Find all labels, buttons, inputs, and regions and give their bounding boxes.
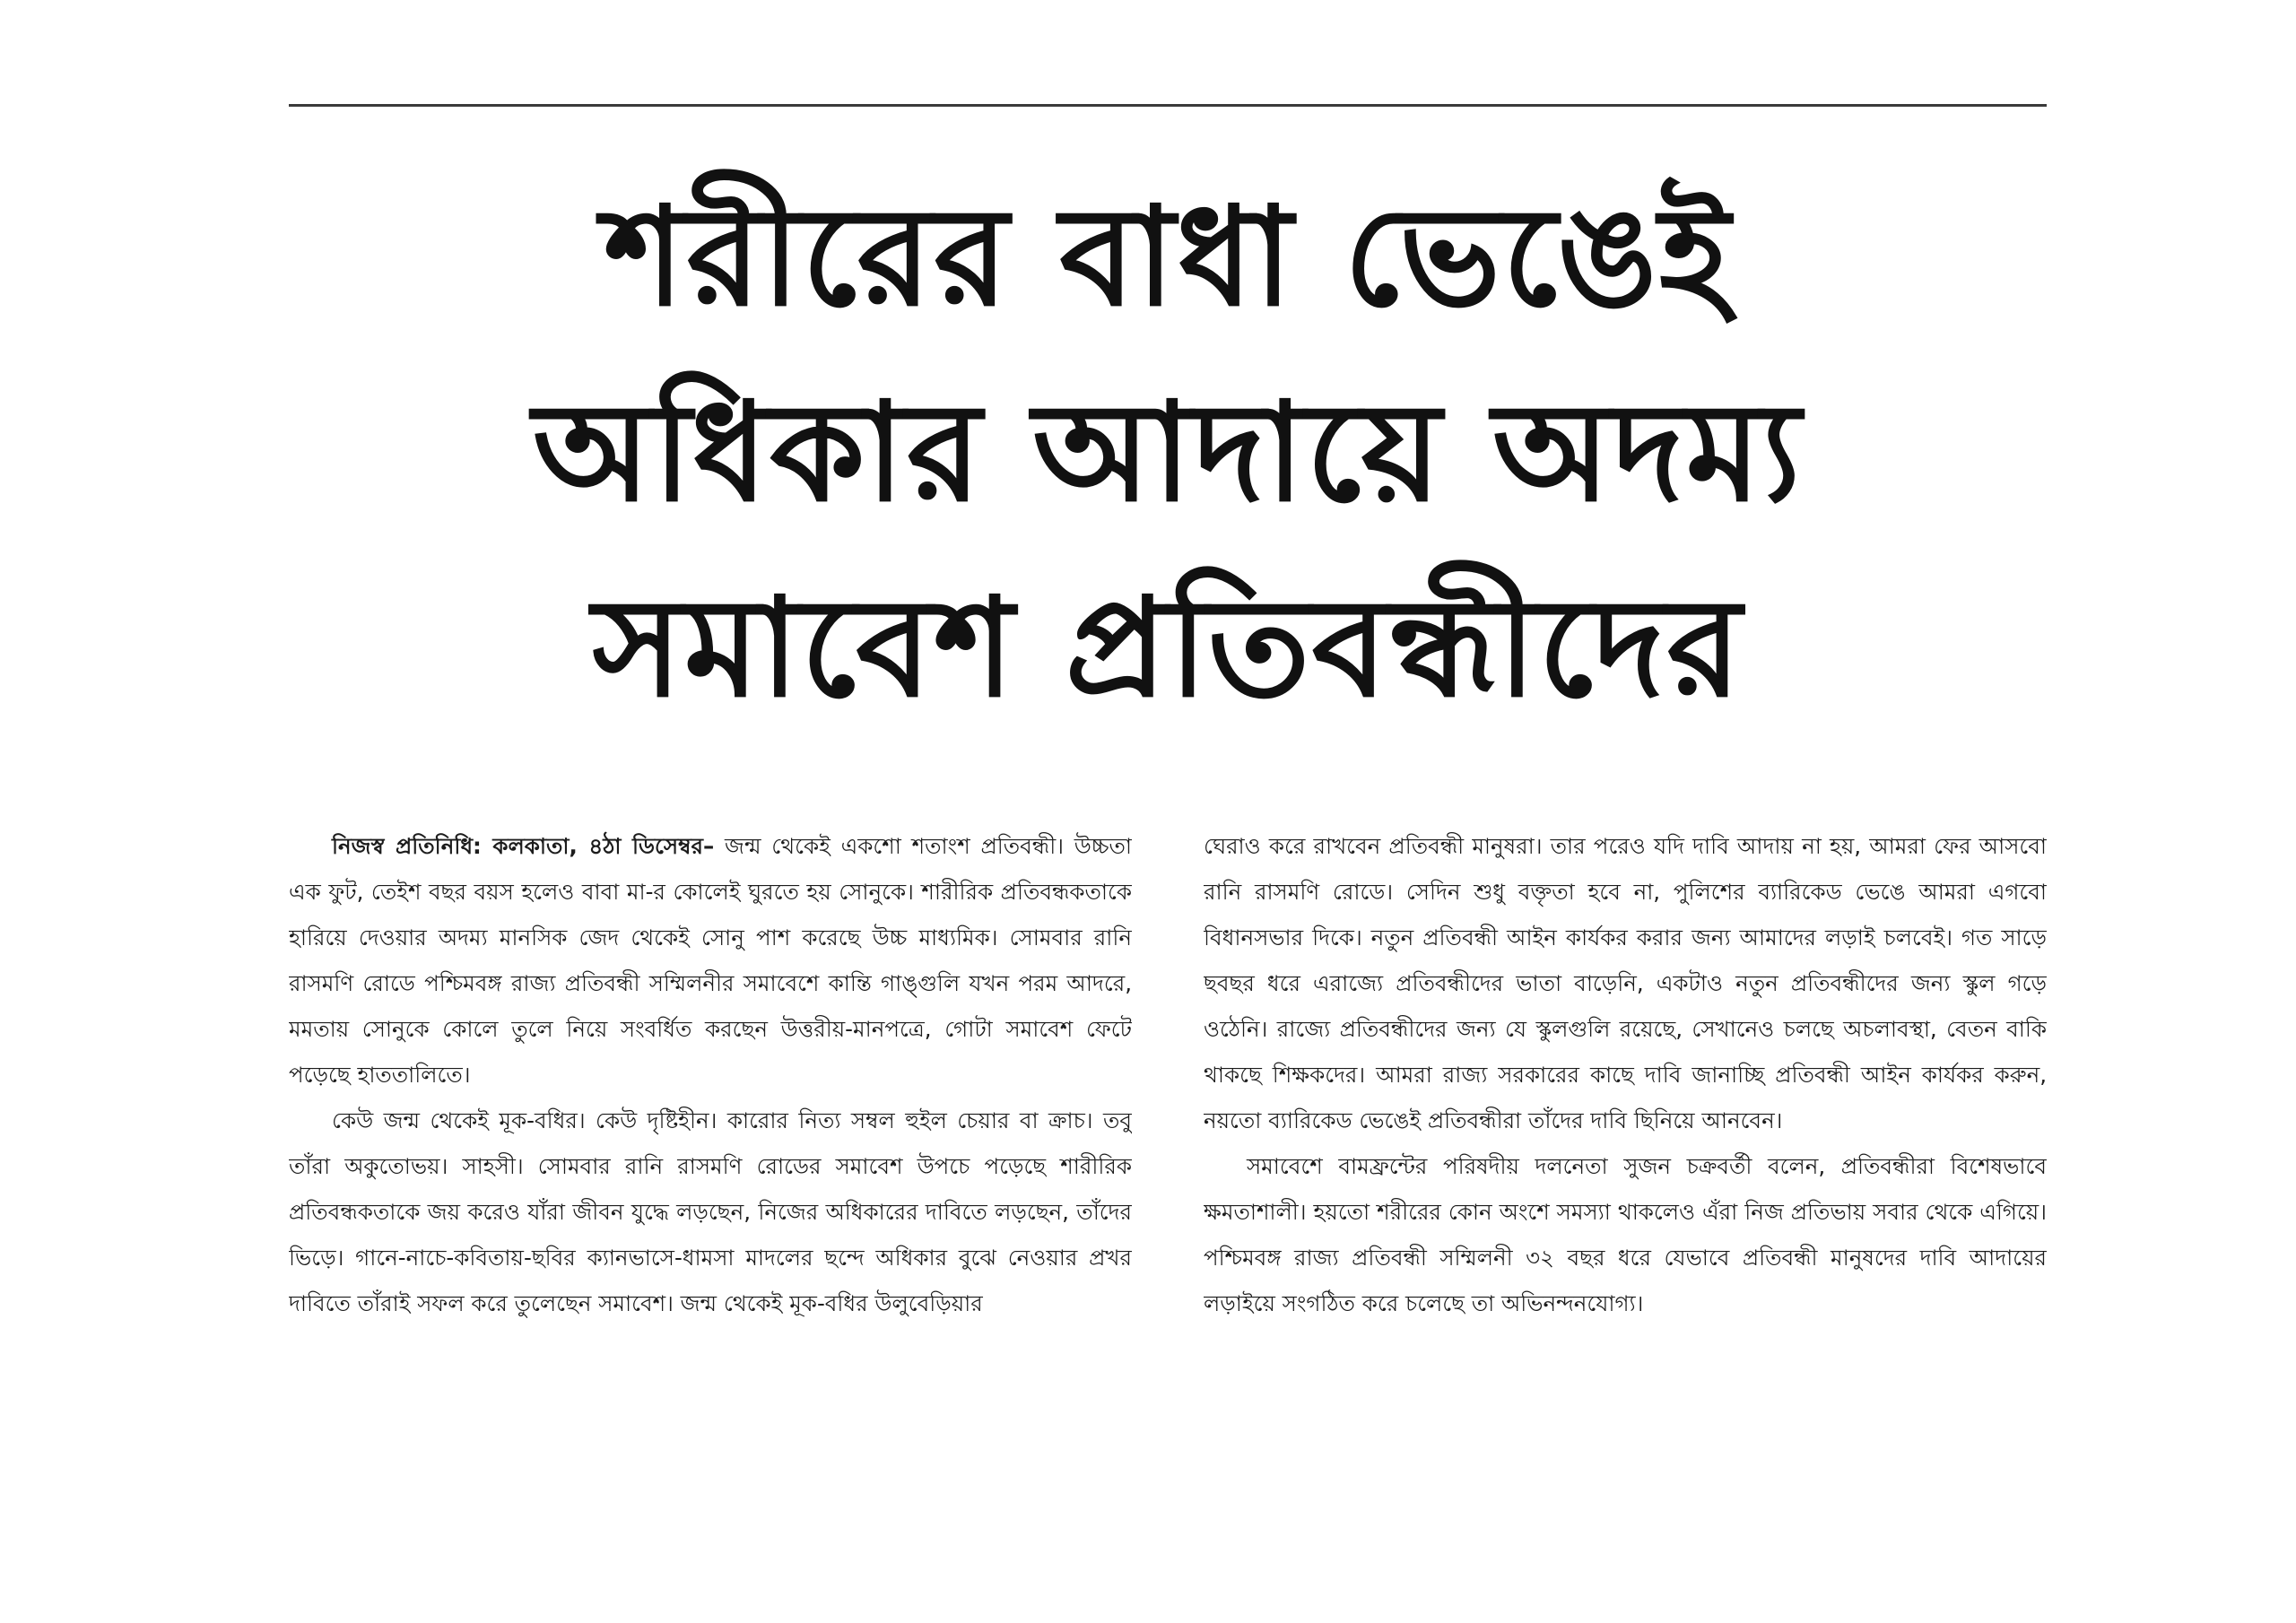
article-column-left	[289, 823, 1132, 1567]
paragraph-4: সমাবেশে বামফ্রন্টের পরিষদীয় দলনেতা সুজন চক্রবর্তী বলেন, প্রতিবন্ধীরা বিশেষভাবে ক্ষমতাশালী। হয়তো শরীরের কোন অংশে সমস্যা থাকলেও এঁরা নিজ প্রতিভায় সবার থেকে এগিয়ে। পশ্চিমবঙ্গ রাজ্য প্রতিবন্ধী সম্মিলনী ৩২ বছর ধরে যেভাবে প্রতিবন্ধী মানুষদের দাবি আদায়ের লড়াইয়ে সংগঠিত করে চলেছে তা অভিনন্দনযোগ্য।	[1204, 1153, 2047, 1316]
headline-line-1: শরীরের বাধা ভেঙেই	[604, 178, 1732, 336]
newspaper-clipping	[289, 99, 2047, 1569]
headline-line-2: অধিকার আদায়ে অদম্য	[532, 373, 1803, 532]
dateline: নিজস্ব প্রতিনিধি: কলকাতা, ৪ঠা ডিসেম্বর–	[332, 833, 715, 859]
headline	[289, 160, 2047, 746]
paragraph-3: ঘেরাও করে রাখবেন প্রতিবন্ধী মানুষরা। তার পরেও যদি দাবি আদায় না হয়, আমরা ফের আসবো রানি রাসমণি রোডে। সেদিন শুধু বক্তৃতা হবে না, পুলিশের ব্যারিকেড ভেঙে আমরা এগবো বিধানসভার দিকে। নতুন প্রতিবন্ধী আইন কার্যকর করার জন্য আমাদের লড়াই চলবেই। গত সাড়ে ছবছর ধরে এরাজ্যে প্রতিবন্ধীদের ভাতা বাড়েনি, একটাও নতুন প্রতিবন্ধীদের জন্য স্কুল গড়ে ওঠেনি। রাজ্যে প্রতিবন্ধীদের জন্য যে স্কুলগুলি রয়েছে, সেখানেও চলছে অচলাবস্থা, বেতন বাকি থাকছে শিক্ষকদের। আমরা রাজ্য সরকারের কাছে দাবি জানাচ্ছি প্রতিবন্ধী আইন কার্যকর করুন, নয়তো ব্যারিকেড ভেঙেই প্রতিবন্ধীরা তাঁদের দাবি ছিনিয়ে আনবেন।	[1204, 833, 2047, 1133]
paragraph-1	[289, 823, 1132, 1098]
headline-line-3: সমাবেশ প্রতিবন্ধীদের	[592, 568, 1744, 727]
article-body	[289, 823, 2047, 1567]
top-rule	[289, 104, 2047, 107]
paragraph-2: কেউ জন্ম থেকেই মূক-বধির। কেউ দৃষ্টিহীন। কারোর নিত্য সম্বল হুইল চেয়ার বা ক্রাচ। তবু তাঁরা অকুতোভয়। সাহসী। সোমবার রানি রাসমণি রোডের সমাবেশ উপচে পড়েছে শারীরিক প্রতিবন্ধকতাকে জয় করেও যাঁরা জীবন যুদ্ধে লড়ছেন, নিজের অধিকারের দাবিতে লড়ছেন, তাঁদের ভিড়ে। গানে-নাচে-কবিতায়-ছবির ক্যানভাসে-ধামসা মাদলের ছন্দে অধিকার বুঝে নেওয়ার প্রখর দাবিতে তাঁরাই সফল করে তুলেছেন সমাবেশ। জন্ম থেকেই মূক-বধির উলুবেড়িয়ার	[289, 1107, 1132, 1316]
paragraph-1-text: জন্ম থেকেই একশো শতাংশ প্রতিবন্ধী। উচ্চতা এক ফুট, তেইশ বছর বয়স হলেও বাবা মা-র কোলেই ঘুরতে হয় সোনুকে। শারীরিক প্রতিবন্ধকতাকে হারিয়ে দেওয়ার অদম্য মানসিক জেদ থেকেই সোনু পাশ করেছে উচ্চ মাধ্যমিক। সোমবার রানি রাসমণি রোডে পশ্চিমবঙ্গ রাজ্য প্রতিবন্ধী সম্মিলনীর সমাবেশে কান্তি গাঙ্গুলি যখন পরম আদরে, মমতায় সোনুকে কোলে তুলে নিয়ে সংবর্ধিত করছেন উত্তরীয়-মানপত্রে, গোটা সমাবেশ ফেটে পড়েছে হাততালিতে।	[289, 833, 1132, 1088]
article-column-right	[1204, 823, 2047, 1567]
